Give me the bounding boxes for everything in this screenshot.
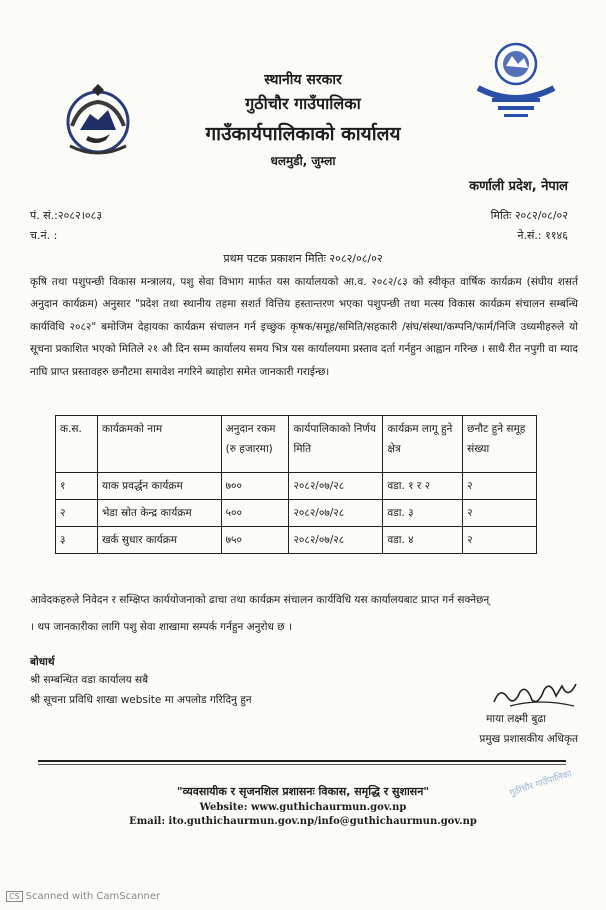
header-line-3: गाउँकार्यपालिकाको कार्यालय	[205, 123, 401, 145]
cell-sn: १	[56, 473, 98, 500]
cell-area: वडा. ४	[383, 527, 463, 554]
cc-item: श्री सूचना प्रविधि शाखा website मा अपलोड गरिदिनु हुन	[30, 694, 252, 706]
footer-email: Email: ito.guthichaurmun.gov.np/info@guthichaurmun.gov.np	[129, 816, 477, 827]
cell-area: वडा. ३	[383, 500, 463, 527]
cell-grant-amount: ७००	[221, 473, 289, 500]
cell-area: वडा. १ र २	[383, 473, 463, 500]
cell-grant-amount: ५००	[221, 500, 289, 527]
program-table	[55, 415, 537, 554]
cell-program-name: खर्क सुधार कार्यक्रम	[97, 527, 221, 554]
scanner-watermark	[6, 891, 160, 902]
faint-stamp: गुठीचौर गाउँपालिका	[508, 769, 574, 799]
cell-grant-amount: ७५०	[221, 527, 289, 554]
cell-decision-date: २०८२/०७/२८	[289, 500, 383, 527]
col-header-decision-date: कार्यपालिकाको निर्णय मिति	[289, 416, 383, 473]
col-header-sn: क.स.	[56, 416, 98, 473]
dispatch-number: च.नं. :	[30, 229, 58, 242]
province-label: कर्णाली प्रदेश, नेपाल	[469, 179, 568, 194]
footer-slogan: "व्यवसायीक र सृजनशिल प्रशासनः विकास, समृद्धि र सुशासन"	[176, 785, 430, 798]
closing-line-1: आवेदकहरुले निवेदन र सम्क्षिप्त कार्ययोजनाको ढाचा तथा कार्यक्रम संचालन कार्यविधि यस कार्यालयबाट प्राप्त गर्न सक्नेछन्	[30, 594, 490, 606]
footer-website: Website: www.guthichaurmun.gov.np	[199, 802, 407, 813]
col-header-grant-amount: अनुदान रकम (रु हजारमा)	[221, 416, 289, 473]
signer-name: माया लक्ष्मी बुढा	[486, 713, 546, 725]
signer-title: प्रमुख प्रशासकीय अधिकृत	[479, 733, 578, 745]
cell-group-count: २	[463, 527, 537, 554]
table-row	[56, 500, 537, 527]
signature	[490, 676, 580, 712]
col-header-group-count: छनौट हुने समूह संख्या	[463, 416, 537, 473]
cell-program-name: याक प्रवर्द्धन कार्यक्रम	[97, 473, 221, 500]
col-header-area: कार्यक्रम लागू हुने क्षेत्र	[383, 416, 463, 473]
col-header-program-name: कार्यक्रमको नाम	[97, 416, 221, 473]
footer-divider-thin	[38, 764, 566, 765]
cell-sn: ३	[56, 527, 98, 554]
notice-body: कृषि तथा पशुपन्छी विकास मन्त्रालय, पशु सेवा विभाग मार्फत यस कार्यालयको आ.व. २०८२/८३ को स्वीकृत वार्षिक कार्यक्रम (संघीय शसर्त अनुदान कार्यक्रम) अनुसार "प्रदेश तथा स्थानीय तहमा सशर्त वित्तिय हस्तान्तरण भएका पशुपन्छी तथा मत्स्य विकास कार्यक्रम संचालन सम्बन्धि कार्यविधि २०८२" बमोजिम देहायका कार्यक्रम संचालन गर्न इच्छुक कृषक/समूह/समिति/सहकारी /संघ/संस्था/कम्पनि/फार्म/निजि उध्यमीहरुले यो सूचना प्रकाशित भएको मितिले २१ औ दिन सम्म कार्यालय समय भित्र यस कार्यालयमा प्रस्ताव दर्ता गर्नहुन आह्वान गरिन्छ । साथै रीत नपुगी वा म्याद नाघि प्राप्त प्रस्तावहरु छनौटमा समावेश नगरिने ब्याहोरा समेत जानकारी गराईन्छ।	[30, 276, 578, 378]
cell-decision-date: २०८२/०७/२८	[289, 527, 383, 554]
publish-date: प्रथम पटक प्रकाशन मितिः २०८२/०८/०२	[223, 252, 383, 265]
letter-date: मितिः २०८२/०८/०२	[490, 209, 568, 222]
registration-number: ने.सं.: ११४६	[517, 229, 568, 242]
camscanner-icon: CS	[6, 891, 23, 902]
header-line-4: धलमुडी, जुम्ला	[270, 154, 336, 168]
cell-decision-date: २०८२/०७/२८	[289, 473, 383, 500]
cell-group-count: २	[463, 473, 537, 500]
cell-program-name: भेडा स्रोत केन्द्र कार्यक्रम	[97, 500, 221, 527]
closing-line-2: । थप जानकारीका लागि पशु सेवा शाखामा सम्पर्क गर्नहुन अनुरोध छ ।	[30, 621, 292, 633]
reference-number: पं. सं.:२०८२।०८३	[30, 209, 103, 222]
header-line-1: स्थानीय सरकार	[264, 72, 342, 88]
cell-group-count: २	[463, 500, 537, 527]
table-row	[56, 527, 537, 554]
cc-label: बोधार्थ	[30, 656, 55, 668]
table-row	[56, 473, 537, 500]
table-header-row	[56, 416, 537, 473]
footer-divider	[38, 760, 566, 762]
cc-item: श्री सम्बन्धित वडा कार्यालय सबै	[30, 674, 149, 686]
header-line-2: गुठीचौर गाउँपालिका	[245, 94, 361, 113]
cell-sn: २	[56, 500, 98, 527]
scanner-label: Scanned with CamScanner	[25, 891, 161, 902]
